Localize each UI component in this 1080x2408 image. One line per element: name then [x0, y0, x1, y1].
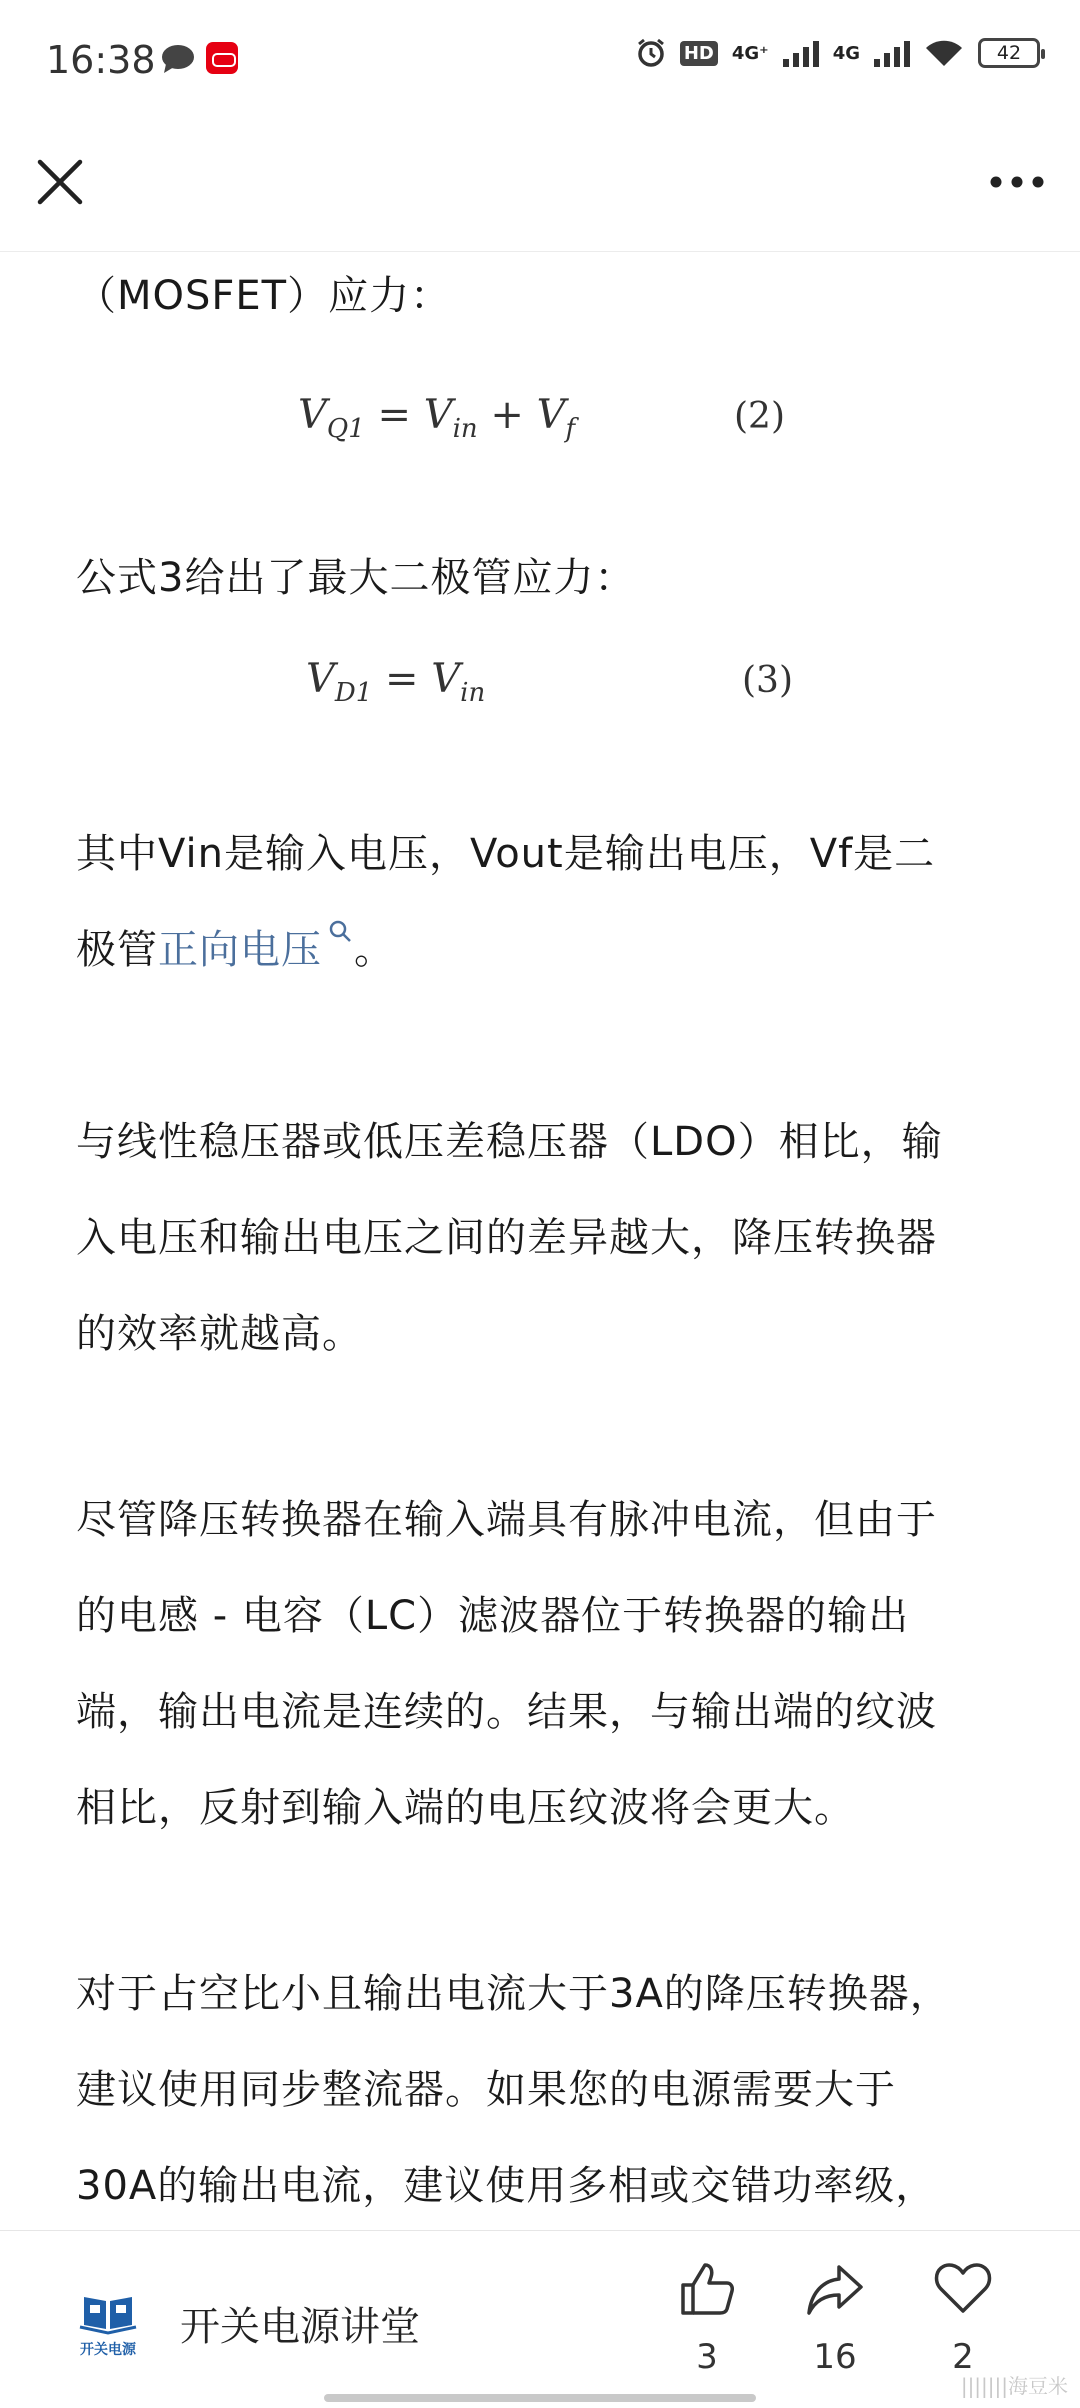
home-indicator[interactable]: [324, 2394, 756, 2402]
wifi-icon: [924, 38, 964, 68]
signal-strength-icon-2: [874, 39, 910, 67]
account-logo[interactable]: [68, 2291, 148, 2358]
battery-level: 42: [996, 42, 1022, 64]
formula-2-rhs2: + V: [477, 392, 566, 438]
paragraph-definitions-line-2: [76, 902, 1006, 998]
account-name[interactable]: 开关电源讲堂: [180, 2304, 420, 2350]
paragraph-efficiency-line-1: 与线性稳压器或低压差稳压器（LDO）相比，输: [76, 1119, 943, 1165]
more-options-button[interactable]: [982, 162, 1052, 202]
paragraph-efficiency: [76, 1094, 1006, 1382]
paragraph-efficiency-line-2: 入电压和输出电压之间的差异越大，降压转换器: [76, 1215, 937, 1261]
share-arrow-icon: [805, 2259, 865, 2319]
search-icon[interactable]: [328, 919, 354, 945]
formula-2-number: (2): [734, 396, 785, 437]
paragraph-definitions-line-1: 其中Vin是输入电压，Vout是输出电压，Vf是二: [76, 831, 936, 877]
like-button[interactable]: [662, 2259, 752, 2377]
paragraph-sync-line-3: 30A的输出电流，建议使用多相或交错功率级，: [76, 2163, 937, 2209]
hd-badge: HD: [680, 41, 718, 66]
close-button[interactable]: [30, 152, 90, 212]
formula-3-rhs: = V: [385, 656, 461, 702]
battery-icon: [978, 38, 1040, 68]
favorite-button[interactable]: [918, 2259, 1008, 2377]
chat-bubble-icon: [160, 44, 196, 74]
paragraph-ripple: [76, 1472, 1006, 1856]
bottom-action-bar: [0, 2230, 1080, 2408]
formula-3-number: (3): [742, 660, 793, 701]
paragraph-efficiency-line-3: 的效率就越高。: [76, 1311, 363, 1357]
paragraph-diode-stress: 公式3给出了最大二极管应力：: [76, 555, 636, 601]
notification-app-icon: [206, 42, 238, 74]
favorite-count: 2: [952, 2337, 974, 2377]
paragraph-ripple-line-4: 相比，反射到输入端的电压纹波将会更大。: [76, 1785, 855, 1831]
alarm-icon: [636, 38, 666, 68]
formula-3-rhs-sub: in: [460, 678, 486, 708]
formula-3: [306, 656, 485, 708]
close-icon: [30, 152, 90, 212]
formula-2-lhs-sub: Q1: [326, 414, 365, 444]
thumbs-up-icon: [677, 2259, 737, 2319]
paragraph-ripple-line-2: 的电感 - 电容（LC）滤波器位于转换器的输出: [76, 1593, 910, 1639]
logo-text: 开关电源: [80, 2342, 136, 2358]
formula-3-lhs: V: [306, 656, 335, 702]
paragraph-sync-line-2: 建议使用同步整流器。如果您的电源需要大于: [76, 2067, 896, 2113]
status-time: 16:38: [46, 38, 156, 82]
signal-strength-icon: [783, 39, 819, 67]
share-count: 16: [813, 2337, 857, 2377]
status-icons: [636, 38, 1040, 68]
top-navigation-bar: [0, 120, 1080, 252]
share-button[interactable]: [790, 2259, 880, 2377]
paragraph-mosfet-stress: （MOSFET）应力：: [76, 273, 452, 319]
formula-2-rhs-sub: in: [452, 414, 478, 444]
book-logo-icon: [68, 2291, 148, 2335]
paragraph-sync-line-1: 对于占空比小且输出电流大于3A的降压转换器，: [76, 1971, 951, 2017]
network-label-1: 4G⁺: [731, 42, 769, 64]
paragraph-definitions-prefix: 极管: [76, 927, 158, 973]
formula-3-lhs-sub: D1: [334, 678, 373, 708]
network-label-2: 4G: [832, 42, 860, 64]
watermark: |||||||海豆米: [960, 2374, 1068, 2398]
forward-voltage-link[interactable]: 正向电压: [158, 927, 322, 973]
status-bar: [0, 0, 1080, 120]
paragraph-ripple-line-1: 尽管降压转换器在输入端具有脉冲电流，但由于: [76, 1497, 937, 1543]
like-count: 3: [696, 2337, 718, 2377]
formula-2-rhs2-sub: f: [565, 414, 576, 444]
formula-2: [298, 392, 575, 444]
paragraph-definitions: [76, 806, 1006, 998]
paragraph-synchronous-rectifier: [76, 1946, 1006, 2234]
paragraph-definitions-suffix: 。: [354, 927, 395, 973]
more-horizontal-icon: [982, 162, 1052, 202]
formula-2-lhs: V: [298, 392, 327, 438]
formula-2-rhs: = V: [377, 392, 453, 438]
heart-icon: [933, 2259, 993, 2319]
paragraph-ripple-line-3: 端，输出电流是连续的。结果，与输出端的纹波: [76, 1689, 937, 1735]
